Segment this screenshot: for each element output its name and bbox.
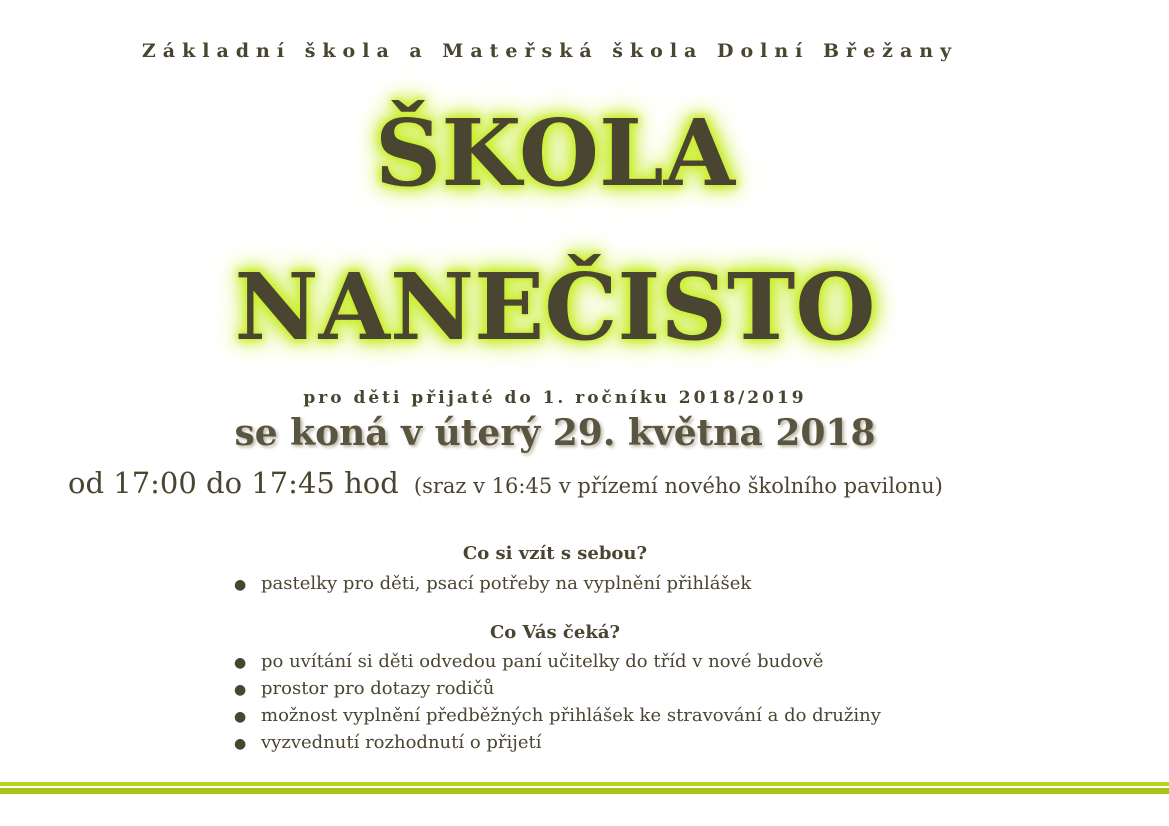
what-awaits-list [234,648,881,756]
list-item-text: vyzvednutí rozhodnutí o přijetí [261,732,542,753]
list-item [234,702,881,729]
title-skola: ŠKOLA [374,99,736,207]
title-nanecisto: NANEČISTO [234,253,876,361]
bullet-icon: ● [234,577,247,593]
bullet-icon: ● [234,709,247,725]
school-name: Základní škola a Mateřská škola Dolní Břežany [141,40,959,62]
list-item-text: prostor pro dotazy rodičů [261,678,495,699]
list-item [234,729,881,756]
list-item [234,648,881,675]
event-time-row [68,466,943,500]
footer-divider [0,782,1169,794]
bullet-icon: ● [234,682,247,698]
list-item [234,675,881,702]
what-awaits-heading: Co Vás čeká? [489,622,621,643]
list-item-text: pastelky pro děti, psací potřeby na vyplnění přihlášek [261,573,752,594]
what-to-bring-list [234,570,751,597]
meeting-note: (sraz v 16:45 v přízemí nového školního pavilonu) [413,474,943,498]
list-item [234,570,751,597]
bullet-icon: ● [234,736,247,752]
event-date: se koná v úterý 29. května 2018 [234,412,876,454]
list-item-text: po uvítání si děti odvedou paní učitelky do tříd v nové budově [261,651,824,672]
subtitle-target-group: pro děti přijaté do 1. ročníku 2018/2019 [303,388,807,408]
bullet-icon: ● [234,655,247,671]
what-to-bring-heading: Co si vzít s sebou? [462,543,648,564]
list-item-text: možnost vyplnění předběžných přihlášek ke stravování a do družiny [261,705,881,726]
event-time: od 17:00 do 17:45 hod [68,466,399,500]
